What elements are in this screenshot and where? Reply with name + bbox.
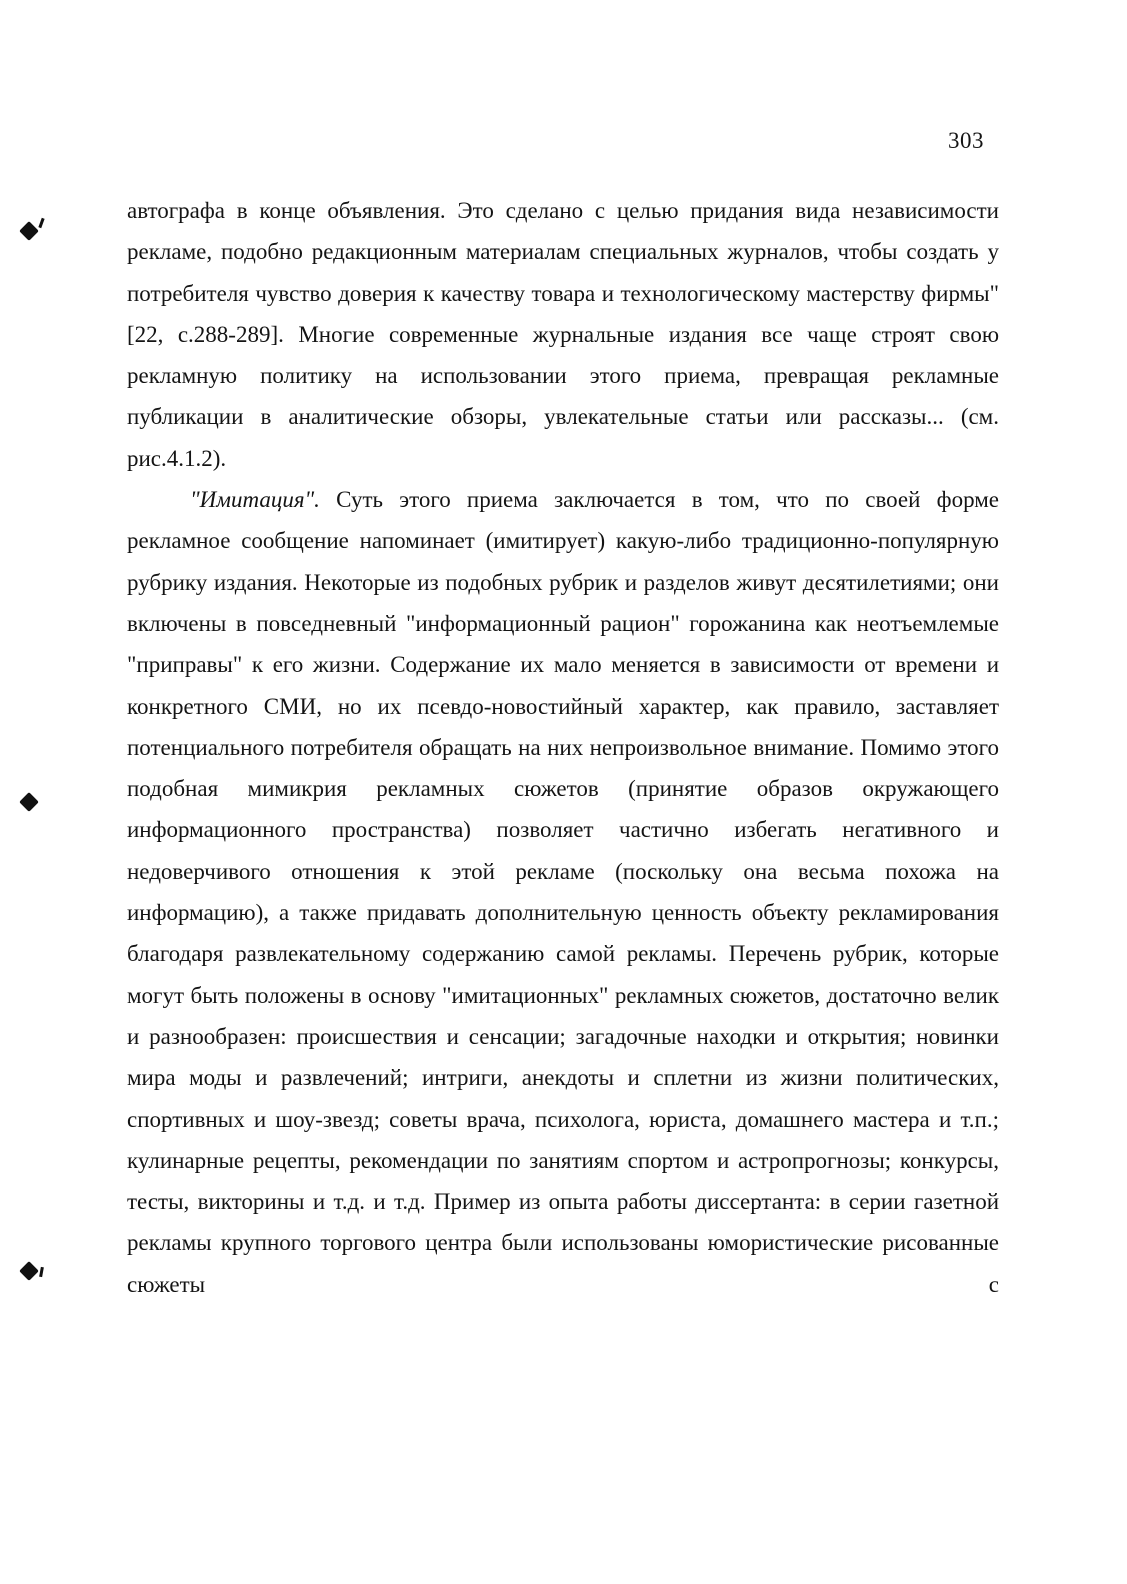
page-number: 303 <box>948 128 984 153</box>
margin-mark-top <box>19 221 39 241</box>
paragraph-2 <box>127 479 999 1305</box>
margin-mark-top-tail <box>38 218 44 228</box>
margin-mark-bottom-tail <box>39 1267 44 1277</box>
body-text <box>127 190 999 1305</box>
paragraph-1 <box>127 190 999 479</box>
paragraph-2-text: Суть этого приема заключается в том, что по своей форме рекламное сообщение напоминает (имитирует) какую-либо традиционно-популярную рубрику издания. Некоторые из подобных рубрик и разделов живут десятилетиями; они включены в повседневный "информационный рацион" горожанина как неотъемлемые "приправы" к его жизни. Содержание их мало меняется в зависимости от времени и конкретного СМИ, но их псевдо-новостийный характер, как правило, заставляет потенциального потребителя обращать на них непроизвольное внимание. Помимо этого подобная мимикрия рекламных сюжетов (принятие образов окружающего информационного пространства) позволяет частично избегать негативного и недоверчивого отношения к этой рекламе (поскольку она весьма похожа на информацию), а также придавать дополнительную ценность объекту рекламирования благодаря развлекательному содержанию самой рекламы. Перечень рубрик, которые могут быть положены в основу "имитационных" рекламных сюжетов, достаточно велик и разнообразен: происшествия и сенсации; загадочные находки и открытия; новинки мира моды и развлечений; интриги, анекдоты и сплетни из жизни политических, спортивных и шоу-звезд; советы врача, психолога, юриста, домашнего мастера и т.п.; кулинарные рецепты, рекомендации по занятиям спортом и астропрогнозы; конкурсы, тесты, викторины и т.д. и т.д. Пример из опыта работы диссертанта: в серии газетной рекламы крупного торгового центра были использованы юмористические рисованные сюжеты с <box>127 487 999 1297</box>
paragraph-1-text: автографа в конце объявления. Это сделано с целью придания вида независимости рекламе, подобно редакционным материалам специальных журналов, чтобы создать у потребителя чувство доверия к качеству товара и технологическому мастерству фирмы" [22, с.288-289]. Многие современные журнальные издания все чаще строят свою рекламную политику на использовании этого приема, превращая рекламные публикации в аналитические обзоры, увлекательные статьи или рассказы... (см. рис.4.1.2). <box>127 198 999 471</box>
paragraph-2-lead: "Имитация". <box>190 487 320 513</box>
margin-mark-bottom <box>19 1261 39 1281</box>
margin-mark-middle <box>19 792 39 812</box>
